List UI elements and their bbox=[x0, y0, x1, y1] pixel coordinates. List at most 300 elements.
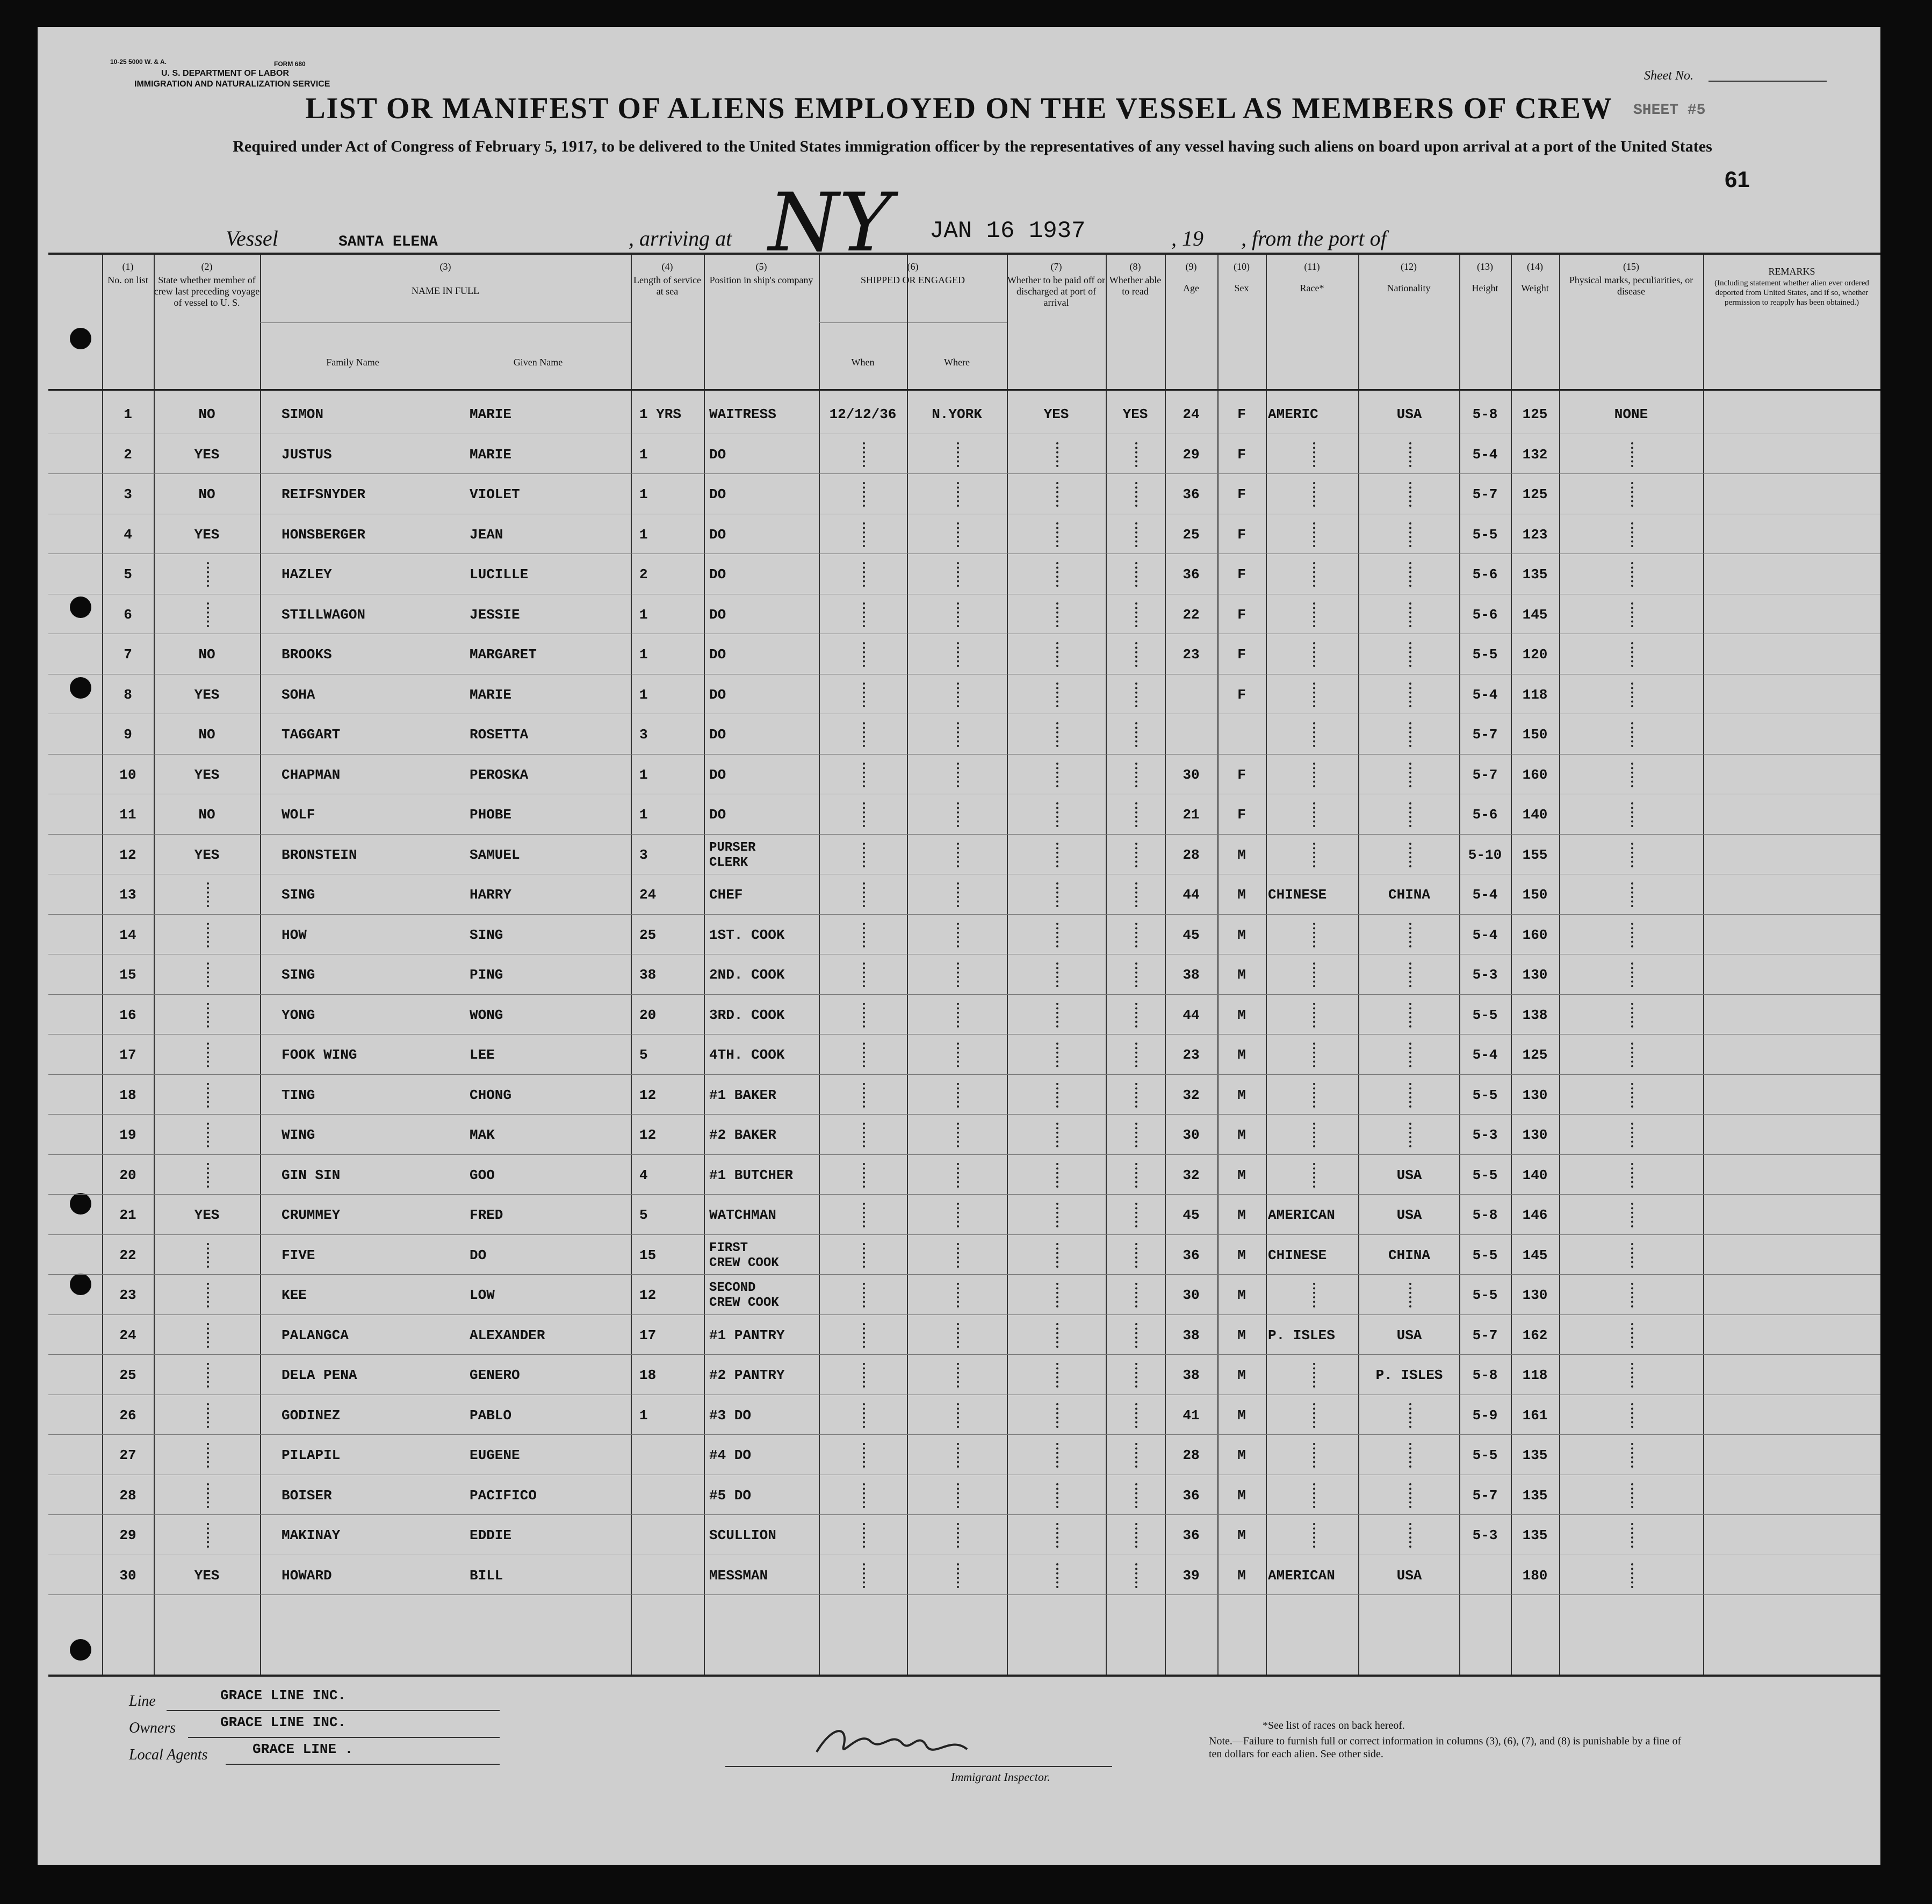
ditto-mark-icon bbox=[863, 1043, 865, 1067]
age-cell: 36 bbox=[1183, 1527, 1200, 1543]
ditto-mark-icon bbox=[1409, 843, 1411, 867]
row-number: 28 bbox=[119, 1487, 136, 1504]
ditto-mark-icon bbox=[1631, 522, 1633, 547]
family-name-cell: SOHA bbox=[282, 686, 315, 703]
sex-cell: M bbox=[1237, 967, 1246, 983]
col-header-family-name: Family Name bbox=[326, 357, 379, 368]
race-cell bbox=[1268, 835, 1358, 875]
ditto-mark-icon bbox=[1135, 1443, 1137, 1468]
age-cell: 30 bbox=[1183, 1287, 1200, 1303]
document-title: LIST OR MANIFEST OF ALIENS EMPLOYED ON THE VESSEL AS MEMBERS OF CREW bbox=[305, 92, 1613, 125]
nationality-cell bbox=[1359, 715, 1459, 755]
vessel-label: Vessel bbox=[226, 226, 278, 250]
age-cell bbox=[1165, 675, 1217, 715]
ditto-mark-icon bbox=[957, 722, 959, 747]
given-name-cell: LEE bbox=[470, 1047, 495, 1063]
ditto-mark-icon bbox=[1056, 1283, 1058, 1307]
races-footnote: *See list of races on back hereof. bbox=[1263, 1720, 1405, 1731]
weight-cell: 130 bbox=[1522, 1127, 1548, 1143]
ditto-mark-icon bbox=[1631, 442, 1633, 467]
ditto-mark-icon bbox=[1631, 562, 1633, 587]
ditto-mark-icon bbox=[957, 682, 959, 707]
weight-cell: 135 bbox=[1522, 566, 1548, 583]
height-cell: 5-7 bbox=[1472, 1487, 1498, 1504]
ditto-mark-icon bbox=[863, 1283, 865, 1307]
race-cell bbox=[1268, 915, 1358, 955]
position-cell: 3RD. COOK bbox=[709, 1007, 785, 1023]
height-cell: 5-7 bbox=[1472, 727, 1498, 743]
physical-marks-cell bbox=[1559, 1035, 1703, 1075]
service-length-cell: 1 bbox=[639, 807, 648, 823]
ditto-mark-icon bbox=[1409, 802, 1411, 827]
nationality-cell: USA bbox=[1396, 1167, 1422, 1183]
paid-off-cell bbox=[1007, 715, 1106, 755]
height-cell: 5-5 bbox=[1472, 1287, 1498, 1303]
col-header-read: (8) Whether able to read bbox=[1109, 261, 1162, 297]
previous-voyage-cell bbox=[154, 1396, 260, 1435]
shipped-when-cell bbox=[819, 1435, 907, 1475]
position-cell: #3 DO bbox=[709, 1407, 752, 1424]
service-length-cell: 5 bbox=[639, 1207, 648, 1223]
ditto-mark-icon bbox=[1056, 1483, 1058, 1508]
inspector-label: Immigrant Inspector. bbox=[951, 1770, 1050, 1784]
ditto-mark-icon bbox=[1313, 843, 1315, 867]
shipped-where-cell bbox=[907, 1195, 1007, 1235]
given-name-cell: MARIE bbox=[470, 446, 512, 463]
ditto-mark-icon bbox=[1135, 442, 1137, 467]
sex-cell: M bbox=[1237, 887, 1246, 903]
shipped-where-cell bbox=[907, 475, 1007, 514]
sex-cell: F bbox=[1237, 646, 1246, 663]
ditto-mark-icon bbox=[957, 802, 959, 827]
ditto-mark-icon bbox=[1631, 1403, 1633, 1428]
ditto-mark-icon bbox=[1056, 562, 1058, 587]
nationality-cell bbox=[1359, 555, 1459, 594]
race-cell bbox=[1268, 475, 1358, 514]
ditto-mark-icon bbox=[207, 1443, 209, 1468]
previous-voyage-cell bbox=[154, 1355, 260, 1395]
able-to-read-cell bbox=[1106, 1235, 1165, 1275]
row-number: 2 bbox=[124, 446, 132, 463]
paid-off-cell bbox=[1007, 1115, 1106, 1155]
ditto-mark-icon bbox=[207, 1123, 209, 1147]
paid-off-cell bbox=[1007, 1275, 1106, 1315]
ditto-mark-icon bbox=[207, 1323, 209, 1348]
paid-off-cell bbox=[1007, 675, 1106, 715]
height-cell: 5-5 bbox=[1472, 1087, 1498, 1103]
sheet-stamp: SHEET #5 bbox=[1633, 102, 1706, 119]
previous-voyage-cell bbox=[154, 1235, 260, 1275]
sex-cell bbox=[1217, 715, 1266, 755]
ditto-mark-icon bbox=[863, 1363, 865, 1388]
service-length-cell: 12 bbox=[639, 1087, 657, 1103]
ditto-mark-icon bbox=[207, 962, 209, 987]
position-cell: DO bbox=[709, 486, 726, 502]
position-cell: #4 DO bbox=[709, 1447, 752, 1463]
weight-cell: 130 bbox=[1522, 1087, 1548, 1103]
weight-cell: 161 bbox=[1522, 1407, 1548, 1424]
race-cell bbox=[1268, 1075, 1358, 1115]
age-cell: 36 bbox=[1183, 1247, 1200, 1263]
ditto-mark-icon bbox=[207, 602, 209, 627]
ditto-mark-icon bbox=[863, 1083, 865, 1108]
row-number: 3 bbox=[124, 486, 132, 502]
shipped-when-cell bbox=[819, 835, 907, 875]
ditto-mark-icon bbox=[207, 562, 209, 587]
page-number: 61 bbox=[1725, 167, 1750, 192]
ditto-mark-icon bbox=[1409, 1083, 1411, 1108]
service-length-cell: 18 bbox=[639, 1367, 657, 1383]
ditto-mark-icon bbox=[1409, 522, 1411, 547]
paid-off-cell bbox=[1007, 1515, 1106, 1555]
ditto-mark-icon bbox=[1631, 1523, 1633, 1548]
ditto-mark-icon bbox=[1313, 1083, 1315, 1108]
ditto-mark-icon bbox=[1631, 1243, 1633, 1268]
ditto-mark-icon bbox=[1631, 482, 1633, 507]
shipped-when-cell bbox=[819, 1396, 907, 1435]
given-name-cell: PHOBE bbox=[470, 807, 512, 823]
ditto-mark-icon bbox=[957, 763, 959, 787]
col-header-previous-voyage: (2) State whether member of crew last preceding voyage of vessel to U. S. bbox=[154, 261, 260, 308]
height-cell: 5-4 bbox=[1472, 446, 1498, 463]
ditto-mark-icon bbox=[1056, 522, 1058, 547]
ditto-mark-icon bbox=[863, 1523, 865, 1548]
age-cell: 30 bbox=[1183, 1127, 1200, 1143]
year-label: , 19 bbox=[1171, 226, 1203, 250]
physical-marks-cell bbox=[1559, 795, 1703, 835]
ditto-mark-icon bbox=[1313, 763, 1315, 787]
weight-cell: 135 bbox=[1522, 1527, 1548, 1543]
ditto-mark-icon bbox=[1135, 1203, 1137, 1227]
position-cell: DO bbox=[709, 566, 726, 583]
paid-off-cell: YES bbox=[1043, 406, 1069, 422]
row-number: 23 bbox=[119, 1287, 136, 1303]
col-header-weight: (14) Weight bbox=[1521, 261, 1549, 293]
service-name: IMMIGRATION AND NATURALIZATION SERVICE bbox=[134, 80, 330, 89]
able-to-read-cell: YES bbox=[1122, 406, 1148, 422]
previous-voyage-cell bbox=[154, 1515, 260, 1555]
shipped-when-cell bbox=[819, 1155, 907, 1195]
physical-marks-cell bbox=[1559, 1195, 1703, 1235]
ditto-mark-icon bbox=[1409, 602, 1411, 627]
paid-off-cell bbox=[1007, 915, 1106, 955]
position-cell: 4TH. COOK bbox=[709, 1047, 785, 1063]
given-name-cell: VIOLET bbox=[470, 486, 520, 502]
ditto-mark-icon bbox=[1313, 682, 1315, 707]
weight-cell: 140 bbox=[1522, 807, 1548, 823]
previous-voyage-cell: YES bbox=[194, 446, 220, 463]
age-cell: 44 bbox=[1183, 1007, 1200, 1023]
ditto-mark-icon bbox=[1056, 1203, 1058, 1227]
ditto-mark-icon bbox=[1056, 642, 1058, 667]
ditto-mark-icon bbox=[957, 882, 959, 907]
ditto-mark-icon bbox=[207, 1483, 209, 1508]
weight-cell: 120 bbox=[1522, 646, 1548, 663]
row-number: 30 bbox=[119, 1567, 136, 1584]
ditto-mark-icon bbox=[1409, 562, 1411, 587]
ditto-mark-icon bbox=[207, 1523, 209, 1548]
shipped-when-cell bbox=[819, 715, 907, 755]
height-cell: 5-4 bbox=[1472, 1047, 1498, 1063]
ditto-mark-icon bbox=[1313, 1123, 1315, 1147]
family-name-cell: WOLF bbox=[282, 807, 315, 823]
ditto-mark-icon bbox=[1313, 562, 1315, 587]
ditto-mark-icon bbox=[207, 882, 209, 907]
physical-marks-cell bbox=[1559, 635, 1703, 674]
ditto-mark-icon bbox=[1056, 1043, 1058, 1067]
sex-cell: M bbox=[1237, 926, 1246, 943]
owners-underline bbox=[188, 1737, 500, 1738]
age-cell: 44 bbox=[1183, 887, 1200, 903]
vessel-name: SANTA ELENA bbox=[338, 234, 438, 250]
row-number: 12 bbox=[119, 846, 136, 863]
previous-voyage-cell bbox=[154, 955, 260, 995]
given-name-cell: FRED bbox=[470, 1207, 503, 1223]
row-number: 21 bbox=[119, 1207, 136, 1223]
family-name-cell: BROOKS bbox=[282, 646, 332, 663]
family-name-cell: WING bbox=[282, 1127, 315, 1143]
ditto-mark-icon bbox=[1631, 882, 1633, 907]
weight-cell: 125 bbox=[1522, 486, 1548, 502]
shipped-where-cell bbox=[907, 1396, 1007, 1435]
family-name-cell: GIN SIN bbox=[282, 1167, 341, 1183]
shipped-where-cell bbox=[907, 995, 1007, 1035]
vessel-row bbox=[226, 226, 278, 251]
family-name-cell: HAZLEY bbox=[282, 566, 332, 583]
given-name-cell: LUCILLE bbox=[470, 566, 529, 583]
paid-off-cell bbox=[1007, 1435, 1106, 1475]
ditto-mark-icon bbox=[1135, 1403, 1137, 1428]
shipped-when-cell bbox=[819, 1075, 907, 1115]
given-name-cell: MARIE bbox=[470, 686, 512, 703]
weight-cell: 135 bbox=[1522, 1487, 1548, 1504]
physical-marks-cell bbox=[1559, 435, 1703, 475]
nationality-cell: USA bbox=[1396, 406, 1422, 422]
sex-cell: M bbox=[1237, 1167, 1246, 1183]
sex-cell: F bbox=[1237, 686, 1246, 703]
previous-voyage-cell: NO bbox=[198, 727, 215, 743]
paid-off-cell bbox=[1007, 595, 1106, 635]
row-number: 6 bbox=[124, 606, 132, 623]
weight-cell: 162 bbox=[1522, 1327, 1548, 1343]
age-cell: 36 bbox=[1183, 566, 1200, 583]
ditto-mark-icon bbox=[1056, 1523, 1058, 1548]
height-cell: 5-5 bbox=[1472, 1167, 1498, 1183]
sex-cell: M bbox=[1237, 1047, 1246, 1063]
family-name-cell: BRONSTEIN bbox=[282, 846, 357, 863]
previous-voyage-cell bbox=[154, 1075, 260, 1115]
shipped-where-cell bbox=[907, 915, 1007, 955]
shipped-when-cell bbox=[819, 1355, 907, 1395]
paid-off-cell bbox=[1007, 1396, 1106, 1435]
ditto-mark-icon bbox=[1056, 1443, 1058, 1468]
sheet-number-label: Sheet No. bbox=[1644, 69, 1693, 83]
ditto-mark-icon bbox=[1313, 1443, 1315, 1468]
ditto-mark-icon bbox=[207, 1003, 209, 1028]
ditto-mark-icon bbox=[863, 722, 865, 747]
age-cell: 38 bbox=[1183, 1327, 1200, 1343]
line-value: GRACE LINE INC. bbox=[220, 1687, 347, 1704]
ditto-mark-icon bbox=[863, 763, 865, 787]
age-cell: 23 bbox=[1183, 646, 1200, 663]
age-cell: 38 bbox=[1183, 1367, 1200, 1383]
service-length-cell: 1 bbox=[639, 1407, 648, 1424]
ditto-mark-icon bbox=[1631, 1563, 1633, 1588]
ditto-mark-icon bbox=[1313, 722, 1315, 747]
able-to-read-cell bbox=[1106, 635, 1165, 674]
ditto-mark-icon bbox=[1056, 1403, 1058, 1428]
shipped-when-cell bbox=[819, 1476, 907, 1515]
paid-off-cell bbox=[1007, 635, 1106, 674]
ditto-mark-icon bbox=[957, 482, 959, 507]
service-length-cell bbox=[639, 1476, 704, 1515]
ditto-mark-icon bbox=[863, 482, 865, 507]
given-name-cell: LOW bbox=[470, 1287, 495, 1303]
ditto-mark-icon bbox=[1631, 642, 1633, 667]
ditto-mark-icon bbox=[1135, 962, 1137, 987]
able-to-read-cell bbox=[1106, 995, 1165, 1035]
age-cell: 38 bbox=[1183, 967, 1200, 983]
position-cell: #1 PANTRY bbox=[709, 1327, 785, 1343]
height-cell: 5-5 bbox=[1472, 646, 1498, 663]
service-length-cell: 1 bbox=[639, 686, 648, 703]
ditto-mark-icon bbox=[863, 882, 865, 907]
nationality-cell: USA bbox=[1396, 1567, 1422, 1584]
ditto-mark-icon bbox=[957, 1483, 959, 1508]
ditto-mark-icon bbox=[1056, 682, 1058, 707]
ditto-mark-icon bbox=[1135, 1083, 1137, 1108]
paid-off-cell bbox=[1007, 1075, 1106, 1115]
able-to-read-cell bbox=[1106, 1075, 1165, 1115]
ditto-mark-icon bbox=[1135, 1003, 1137, 1028]
ditto-mark-icon bbox=[207, 1283, 209, 1307]
row-number: 1 bbox=[124, 406, 132, 422]
shipped-where-cell bbox=[907, 795, 1007, 835]
shipped-where-cell bbox=[907, 1556, 1007, 1596]
family-name-cell: FOOK WING bbox=[282, 1047, 357, 1063]
height-cell: 5-5 bbox=[1472, 1007, 1498, 1023]
able-to-read-cell bbox=[1106, 1155, 1165, 1195]
previous-voyage-cell bbox=[154, 1476, 260, 1515]
nationality-cell bbox=[1359, 515, 1459, 555]
manifest-sheet bbox=[38, 27, 1880, 1865]
given-name-cell: DO bbox=[470, 1247, 487, 1263]
ditto-mark-icon bbox=[1313, 1403, 1315, 1428]
weight-cell: 160 bbox=[1522, 766, 1548, 783]
ditto-mark-icon bbox=[1313, 602, 1315, 627]
ditto-mark-icon bbox=[863, 642, 865, 667]
row-number: 20 bbox=[119, 1167, 136, 1183]
ditto-mark-icon bbox=[1631, 1323, 1633, 1348]
ditto-mark-icon bbox=[863, 562, 865, 587]
ditto-mark-icon bbox=[1135, 802, 1137, 827]
race-cell: CHINESE bbox=[1268, 887, 1327, 903]
shipped-when-cell bbox=[819, 635, 907, 674]
given-name-cell: JEAN bbox=[470, 526, 503, 543]
paid-off-cell bbox=[1007, 795, 1106, 835]
weight-cell: 138 bbox=[1522, 1007, 1548, 1023]
height-cell: 5-8 bbox=[1472, 1207, 1498, 1223]
family-name-cell: DELA PENA bbox=[282, 1367, 357, 1383]
physical-marks-cell bbox=[1559, 555, 1703, 594]
family-name-cell: JUSTUS bbox=[282, 446, 332, 463]
ditto-mark-icon bbox=[1135, 763, 1137, 787]
given-name-cell: MARIE bbox=[470, 406, 512, 422]
row-number: 17 bbox=[119, 1047, 136, 1063]
shipped-where-cell: N.YORK bbox=[932, 406, 982, 422]
sex-cell: M bbox=[1237, 1087, 1246, 1103]
sex-cell: M bbox=[1237, 1007, 1246, 1023]
nationality-cell bbox=[1359, 1515, 1459, 1555]
shipped-where-cell bbox=[907, 1515, 1007, 1555]
ditto-mark-icon bbox=[1409, 962, 1411, 987]
ditto-mark-icon bbox=[957, 442, 959, 467]
ditto-mark-icon bbox=[1056, 763, 1058, 787]
shipped-when-cell bbox=[819, 1115, 907, 1155]
weight-cell: 130 bbox=[1522, 1287, 1548, 1303]
shipped-where-cell bbox=[907, 1115, 1007, 1155]
ditto-mark-icon bbox=[1056, 962, 1058, 987]
ditto-mark-icon bbox=[207, 1403, 209, 1428]
position-cell: MESSMAN bbox=[709, 1567, 768, 1584]
able-to-read-cell bbox=[1106, 1035, 1165, 1075]
given-name-cell: PABLO bbox=[470, 1407, 512, 1424]
ditto-mark-icon bbox=[1135, 1043, 1137, 1067]
age-cell: 36 bbox=[1183, 1487, 1200, 1504]
ditto-mark-icon bbox=[1631, 1443, 1633, 1468]
able-to-read-cell bbox=[1106, 1476, 1165, 1515]
shipped-where-cell bbox=[907, 755, 1007, 795]
race-cell bbox=[1268, 1275, 1358, 1315]
row-number: 27 bbox=[119, 1447, 136, 1463]
able-to-read-cell bbox=[1106, 555, 1165, 594]
ditto-mark-icon bbox=[957, 1203, 959, 1227]
given-name-cell: MARGARET bbox=[470, 646, 537, 663]
previous-voyage-cell: NO bbox=[198, 406, 215, 422]
shipped-where-cell bbox=[907, 635, 1007, 674]
paid-off-cell bbox=[1007, 1155, 1106, 1195]
able-to-read-cell bbox=[1106, 1355, 1165, 1395]
ditto-mark-icon bbox=[1409, 722, 1411, 747]
sex-cell: M bbox=[1237, 1407, 1246, 1424]
physical-marks-cell bbox=[1559, 1155, 1703, 1195]
height-cell: 5-8 bbox=[1472, 406, 1498, 422]
ditto-mark-icon bbox=[1631, 962, 1633, 987]
shipped-where-cell bbox=[907, 955, 1007, 995]
ditto-mark-icon bbox=[957, 1403, 959, 1428]
family-name-cell: FIVE bbox=[282, 1247, 315, 1263]
family-name-cell: CHAPMAN bbox=[282, 766, 341, 783]
service-length-cell bbox=[639, 1556, 704, 1596]
family-name-cell: STILLWAGON bbox=[282, 606, 366, 623]
row-number: 9 bbox=[124, 727, 132, 743]
sex-cell: M bbox=[1237, 1287, 1246, 1303]
given-name-cell: JESSIE bbox=[470, 606, 520, 623]
ditto-mark-icon bbox=[1056, 1323, 1058, 1348]
weight-cell: 145 bbox=[1522, 1247, 1548, 1263]
ditto-mark-icon bbox=[863, 802, 865, 827]
age-cell: 30 bbox=[1183, 766, 1200, 783]
previous-voyage-cell bbox=[154, 915, 260, 955]
row-number: 18 bbox=[119, 1087, 136, 1103]
previous-voyage-cell bbox=[154, 1115, 260, 1155]
ditto-mark-icon bbox=[1135, 1123, 1137, 1147]
given-name-cell: ROSETTA bbox=[470, 727, 529, 743]
age-cell: 28 bbox=[1183, 1447, 1200, 1463]
age-cell: 39 bbox=[1183, 1567, 1200, 1584]
previous-voyage-cell: YES bbox=[194, 686, 220, 703]
shipped-when-cell bbox=[819, 675, 907, 715]
